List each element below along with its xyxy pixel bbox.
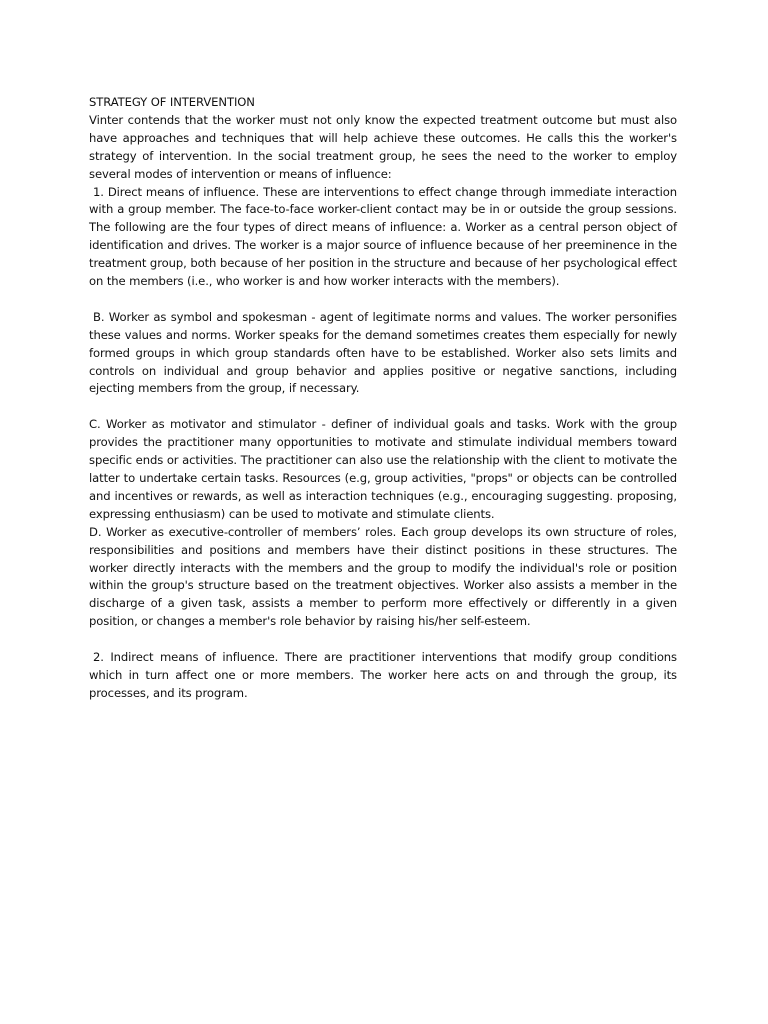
symbol-spokesman-paragraph: B. Worker as symbol and spokesman - agent of legitimate norms and values. The worker personifies these values and norms. Worker speaks for the demand sometimes creates them especially for newly formed groups in which group standards often have to be established. Worker also sets limits and controls on individual and group behavior and applies positive or negative sanctions, including ejecting members from the group, if necessary. [89, 309, 677, 396]
direct-influence-paragraph: 1. Direct means of influence. These are interventions to effect change through immediate interaction with a group member. The face-to-face worker-client contact may be in or outside the group sessions. The following are the four types of direct means of influence: a. Worker as a central person object of identification and drives. The worker is a major source of influence because of her preeminence in the treatment group, both because of her position in the structure and because of her psychological effect on the members (i.e., who worker is and how worker interacts with the members). [89, 184, 677, 289]
document-heading: STRATEGY OF INTERVENTION [89, 95, 255, 109]
paragraph-spacer [89, 398, 677, 416]
intro-paragraph: Vinter contends that the worker must not only know the expected treatment outcome but must also have approaches and techniques that will help achieve these outcomes. He calls this the worker's strategy of intervention. In the social treatment group, he sees the need to the worker to employ several modes of intervention or means of influence: [89, 112, 677, 181]
executive-controller-paragraph: D. Worker as executive-controller of members’ roles. Each group develops its own structure of roles, responsibilities and positions and members have their distinct positions in these structures. The worker directly interacts with the members and the group to modify the individual's role or position within the group's structure based on the treatment objectives. Worker also assists a member in the discharge of a given task, assists a member to perform more effectively or differently in a given position, or changes a member's role behavior by raising his/her self-esteem. [89, 524, 677, 629]
indirect-influence-paragraph: 2. Indirect means of influence. There are practitioner interventions that modify group conditions which in turn affect one or more members. The worker here acts on and through the group, its processes, and its program. [89, 650, 677, 700]
paragraph-spacer [89, 291, 677, 309]
document-body [89, 94, 677, 703]
motivator-stimulator-paragraph: C. Worker as motivator and stimulator - definer of individual goals and tasks. Work with the group provides the practitioner many opportunities to motivate and stimulate individual members toward specific ends or activities. The practitioner can also use the relationship with the client to motivate the latter to undertake certain tasks. Resources (e.g, group activities, "props" or objects can be controlled and incentives or rewards, as well as interaction techniques (e.g., encouraging suggesting. proposing, expressing enthusiasm) can be used to motivate and stimulate clients. [89, 417, 677, 521]
paragraph-spacer [89, 631, 677, 649]
